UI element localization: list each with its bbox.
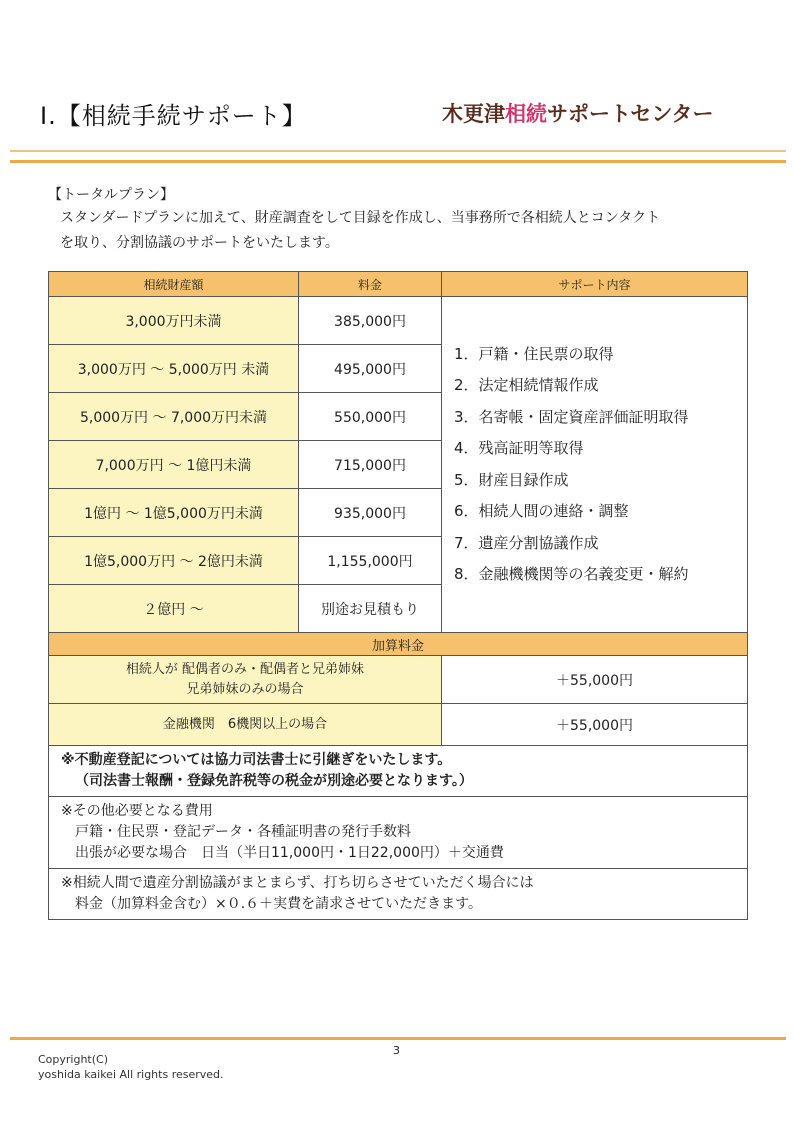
support-item: 5．財産目録作成: [454, 470, 569, 489]
fee-cell: 385,000円: [299, 297, 442, 345]
fee-cell: 495,000円: [299, 345, 442, 393]
amount-cell: 5,000万円 ～ 7,000万円未満: [49, 393, 299, 441]
support-item: 1．戸籍・住民票の取得: [454, 344, 614, 363]
col-header-support: サポート内容: [442, 272, 748, 297]
fee-cell: 1,155,000円: [299, 537, 442, 585]
amount-cell: ２億円 ～: [49, 585, 299, 633]
header-rule-thin: [10, 150, 786, 152]
footer-rule: [10, 1037, 786, 1040]
additional-condition: [49, 656, 442, 704]
plan-description: [60, 206, 760, 256]
note-real-estate: [49, 746, 748, 797]
support-list: [442, 297, 748, 633]
amount-cell: 3,000万円未満: [49, 297, 299, 345]
additional-fee: ＋55,000円: [442, 704, 748, 746]
brand-logo: [442, 98, 714, 128]
support-item: 3．名寄帳・固定資産評価証明取得: [454, 407, 689, 426]
table-row: [49, 297, 748, 345]
brand-prefix: 木更津: [442, 102, 505, 126]
amount-cell: 7,000万円 ～ 1億円未満: [49, 441, 299, 489]
additional-condition-line: 兄弟姉妹のみの場合: [186, 681, 304, 697]
support-item: 6．相続人間の連絡・調整: [454, 502, 629, 520]
amount-cell: 1億5,000万円 ～ 2億円未満: [49, 537, 299, 585]
note-line: ※その他必要となる費用: [61, 803, 213, 819]
plan-description-line: スタンダードプランに加えて、財産調査をして目録を作成し、当事務所で各相続人とコンタクト: [60, 210, 661, 226]
fee-cell: 別途お見積もり: [299, 585, 442, 633]
note-termination: [49, 869, 748, 920]
copyright-line: Copyright(C): [38, 1053, 109, 1066]
additional-fee-header: 加算料金: [49, 633, 748, 656]
plan-heading: 【トータルプラン】: [48, 187, 174, 203]
fee-cell: 715,000円: [299, 441, 442, 489]
support-item: 2．法定相続情報作成: [454, 376, 599, 394]
note-line: 戸籍・住民票・登記データ・各種証明書の発行手数料: [75, 824, 411, 840]
brand-suffix: サポートセンター: [547, 102, 714, 126]
fee-cell: 550,000円: [299, 393, 442, 441]
note-other-costs: [49, 797, 748, 869]
fee-cell: 935,000円: [299, 489, 442, 537]
additional-condition: [49, 704, 442, 746]
brand-accent: 相続: [505, 102, 547, 126]
note-line: （司法書士報酬・登録免許税等の税金が別途必要となります。）: [75, 773, 473, 789]
support-item: 8．金融機機関等の名義変更・解約: [454, 565, 689, 583]
additional-row: [49, 656, 748, 704]
copyright: [38, 1052, 224, 1082]
note-line: ※相続人間で遺産分割協議がまとまらず、打ち切らさせていただく場合には: [61, 875, 534, 891]
amount-cell: 1億円 ～ 1億5,000万円未満: [49, 489, 299, 537]
price-table: [48, 271, 748, 920]
note-line: 料金（加算料金含む）×０.６＋実費を請求させていただきます。: [75, 896, 483, 912]
plan-description-line: を取り、分割協議のサポートをいたします。: [60, 235, 339, 251]
page-number: 3: [393, 1044, 400, 1057]
col-header-amount: 相続財産額: [49, 272, 299, 297]
support-item: 7．遺産分割協議作成: [454, 533, 599, 552]
copyright-line: yoshida kaikei All rights reserved.: [38, 1068, 224, 1081]
additional-condition-line: 相続人が 配偶者のみ・配偶者と兄弟姉妹: [125, 661, 365, 677]
support-item: 4．残高証明等取得: [454, 439, 584, 457]
col-header-fee: 料金: [299, 272, 442, 297]
amount-cell: 3,000万円 ～ 5,000万円 未満: [49, 345, 299, 393]
note-line: 出張が必要な場合 日当（半日11,000円・1日22,000円）＋交通費: [75, 845, 504, 861]
additional-fee: ＋55,000円: [442, 656, 748, 704]
additional-row: [49, 704, 748, 746]
note-line: ※不動産登記については協力司法書士に引継ぎをいたします。: [61, 752, 452, 768]
page-title: Ⅰ.【相続手続サポート】: [40, 102, 307, 130]
header-rule-thick: [10, 160, 786, 163]
additional-condition-line: 金融機関 6機関以上の場合: [162, 716, 328, 732]
